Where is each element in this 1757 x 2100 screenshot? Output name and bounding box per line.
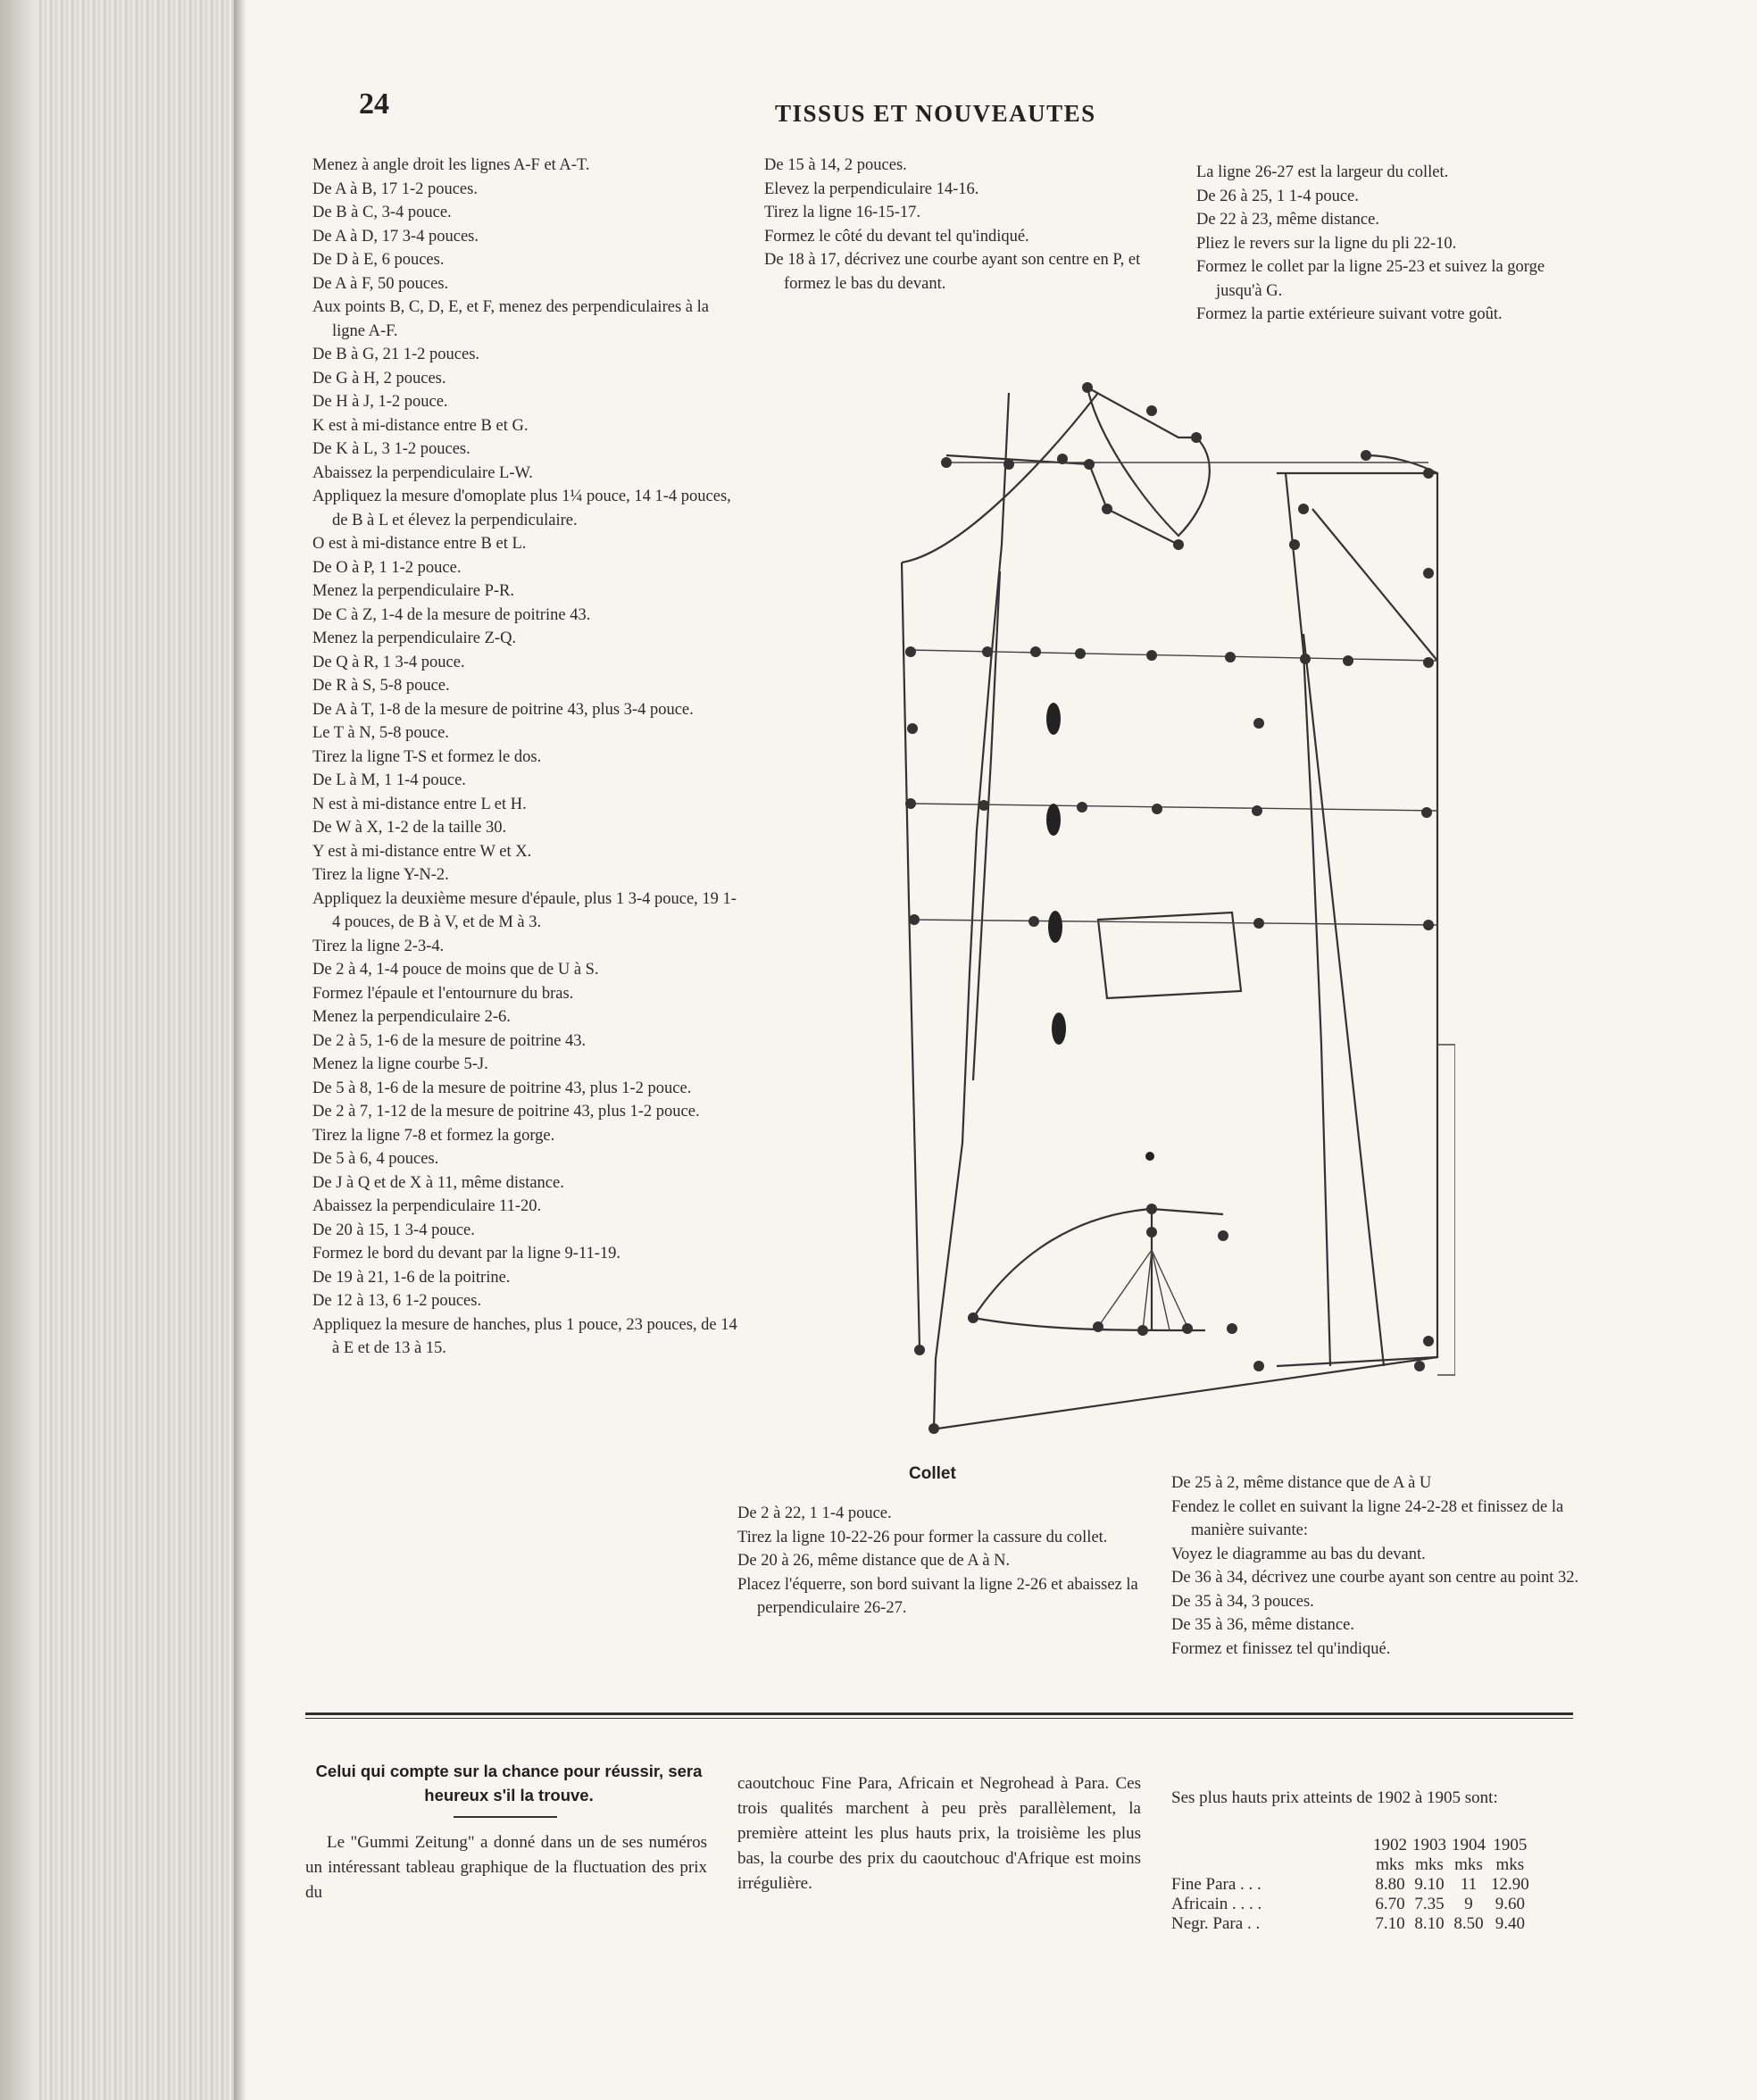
pattern-point: [1218, 1230, 1228, 1241]
instruction-line: De 35 à 34, 3 pouces.: [1171, 1592, 1314, 1611]
pattern-back-curve: [902, 562, 920, 1348]
pattern-point: [1289, 539, 1300, 550]
instruction-line: De 18 à 17, décrivez une courbe ayant son centre en P, et formez le bas du devant.: [764, 251, 1141, 293]
pattern-point: [1102, 504, 1112, 514]
pattern-point: [1253, 1361, 1264, 1371]
instruction-line: Fendez le collet en suivant la ligne 24-2-28 et finissez de la manière suivante:: [1171, 1497, 1564, 1539]
table-header-years: [1171, 1836, 1529, 1855]
pattern-front-curve: [902, 393, 1098, 562]
pattern-point: [1152, 804, 1162, 814]
table-corner: [1171, 1855, 1368, 1875]
pattern-point: [1146, 1204, 1157, 1214]
pattern-point: [1423, 920, 1434, 930]
pattern-point: [1361, 450, 1371, 461]
instruction-line: De L à M, 1 1-4 pouce.: [312, 771, 466, 789]
instruction-line: De 2 à 4, 1-4 pouce de moins que de U à S.: [312, 961, 599, 979]
buttonhole: [1052, 1012, 1066, 1045]
table-cell: 11: [1460, 1875, 1478, 1894]
instruction-line: De A à F, 50 pouces.: [312, 274, 449, 293]
instruction-line: Tirez la ligne T-S et formez le dos.: [312, 747, 542, 766]
pattern-point: [1030, 646, 1041, 657]
collar-outer-curve: [973, 1209, 1223, 1318]
pattern-point: [1173, 539, 1184, 550]
instruction-line: De H à J, 1-2 pouce.: [312, 393, 448, 411]
instruction-line: De O à P, 1 1-2 pouce.: [312, 558, 462, 577]
instruction-line: De Q à R, 1 3-4 pouce.: [312, 653, 465, 671]
pattern-line-hip: [911, 920, 1437, 925]
instruction-line: Formez le collet par la ligne 25-23 et suivez la gorge jusqu'à G.: [1196, 258, 1545, 300]
table-cell: 8.50: [1453, 1914, 1484, 1933]
collar-inner-curve: [973, 1318, 1205, 1330]
instruction-line: De 26 à 25, 1 1-4 pouce.: [1196, 187, 1359, 205]
pattern-point: [1414, 1361, 1425, 1371]
pattern-point: [1057, 454, 1068, 464]
instruction-line: K est à mi-distance entre B et G.: [312, 416, 529, 435]
running-head: TISSUS ET NOUVEAUTES: [775, 100, 1096, 127]
instruction-line: Tirez la ligne Y-N-2.: [312, 866, 449, 884]
table-cell: 9: [1464, 1895, 1473, 1913]
year-header: 1903: [1412, 1836, 1446, 1854]
table-cell: 6.70: [1375, 1895, 1405, 1913]
pattern-point: [1298, 504, 1309, 514]
instruction-line: Tirez la ligne 2-3-4.: [312, 937, 445, 955]
instruction-line: Elevez la perpendiculaire 14-16.: [764, 179, 979, 198]
section-divider-top: [305, 1712, 1573, 1715]
instruction-line: De 25 à 2, même distance que de A à U: [1171, 1474, 1432, 1492]
pattern-point: [1423, 468, 1434, 479]
instruction-line: Voyez le diagramme au bas du devant.: [1171, 1545, 1426, 1563]
pattern-point: [1028, 916, 1039, 927]
unit-header: mks: [1415, 1855, 1444, 1874]
instruction-line: Le T à N, 5-8 pouce.: [312, 724, 449, 742]
pattern-point: [1191, 432, 1202, 443]
pattern-point: [1075, 648, 1086, 659]
instruction-line: Tirez la ligne 16-15-17.: [764, 204, 921, 221]
pattern-point: [1146, 650, 1157, 661]
instruction-line: Formez le côté du devant tel qu'indiqué.: [764, 227, 1029, 246]
pattern-point: [1252, 805, 1262, 816]
instruction-line: De 15 à 14, 2 pouces.: [764, 156, 907, 174]
buttonhole: [1046, 703, 1061, 735]
pattern-back-neck: [1087, 388, 1196, 438]
page-number: 24: [359, 88, 389, 121]
instruction-line: O est à mi-distance entre B et L.: [312, 535, 527, 553]
collar-notch: [1143, 1250, 1170, 1330]
pattern-point: [982, 646, 993, 657]
year-header: 1904: [1452, 1836, 1486, 1854]
instruction-line: De C à Z, 1-4 de la mesure de poitrine 43.: [312, 605, 591, 624]
pattern-pocket: [1098, 912, 1241, 998]
pattern-point: [1082, 382, 1093, 393]
pattern-point: [1137, 1325, 1148, 1336]
instruction-line: De B à G, 21 1-2 pouces.: [312, 346, 480, 363]
instruction-line: Formez l'épaule et l'entournure du bras.: [312, 984, 574, 1003]
table-row: [1171, 1895, 1529, 1914]
unit-header: mks: [1495, 1855, 1525, 1874]
headline-separator: [454, 1816, 557, 1818]
pattern-point: [1300, 654, 1311, 664]
instruction-line: Formez et finissez tel qu'indiqué.: [1171, 1639, 1391, 1658]
pattern-point: [1343, 655, 1353, 666]
instruction-line: De A à B, 17 1-2 pouces.: [312, 179, 478, 198]
instruction-line: Tirez la ligne 7-8 et formez la gorge.: [312, 1126, 555, 1145]
pattern-point: [1227, 1323, 1237, 1334]
pattern-point: [1421, 807, 1432, 818]
instruction-line: Formez la partie extérieure suivant votre goût.: [1196, 305, 1503, 323]
table-row: [1171, 1914, 1529, 1934]
pattern-point: [968, 1312, 978, 1323]
table-cell: 12.90: [1491, 1875, 1529, 1894]
pattern-point: [905, 646, 916, 657]
instruction-line: De A à D, 17 3-4 pouces.: [312, 227, 479, 246]
article-paragraph-1: Le "Gummi Zeitung" a donné dans un de ses numéros un intéressant tableau graphique de la fluctuation des prix du: [305, 1833, 707, 1902]
collar-heading: Collet: [909, 1464, 956, 1483]
binding-shadow: [0, 0, 36, 2100]
year-header: 1902: [1373, 1836, 1407, 1854]
pattern-point: [1423, 657, 1434, 668]
pattern-lapel-line: [1312, 509, 1437, 661]
unit-header: mks: [1376, 1855, 1404, 1874]
instruction-line: Pliez le revers sur la ligne du pli 22-10.: [1196, 234, 1457, 253]
table-header-units: [1171, 1855, 1529, 1875]
pattern-point: [914, 1345, 925, 1355]
instruction-line: De 2 à 7, 1-12 de la mesure de poitrine 43, plus 1-2 pouce.: [312, 1103, 700, 1121]
instruction-line: De 36 à 34, décrivez une courbe ayant son centre au point 32.: [1171, 1569, 1579, 1587]
instruction-line: Y est à mi-distance entre W et X.: [312, 842, 532, 861]
rubber-price-table: [1171, 1836, 1529, 1934]
instruction-line: De 2 à 22, 1 1-4 pouce.: [737, 1504, 892, 1522]
row-name: Africain . . . .: [1171, 1895, 1262, 1913]
table-cell: 8.80: [1375, 1875, 1405, 1894]
instructions-column-2: [764, 154, 1166, 296]
pattern-point: [1003, 459, 1014, 470]
instruction-line: De 2 à 5, 1-6 de la mesure de poitrine 43.: [312, 1031, 587, 1050]
garment-pattern-diagram: [884, 366, 1455, 1438]
pattern-point: [941, 457, 952, 468]
instruction-line: De G à H, 2 pouces.: [312, 369, 446, 388]
pattern-point: [1225, 652, 1236, 662]
collar-instructions-right: [1171, 1471, 1582, 1661]
table-cell: 9.40: [1495, 1914, 1525, 1933]
instruction-line: De 5 à 6, 4 pouces.: [312, 1150, 439, 1168]
pattern-point: [1077, 802, 1087, 812]
instruction-line: De K à L, 3 1-2 pouces.: [312, 440, 470, 458]
instruction-line: Formez le bord du devant par la ligne 9-11-19.: [312, 1245, 621, 1262]
instruction-line: De 5 à 8, 1-6 de la mesure de poitrine 43, plus 1-2 pouce.: [312, 1079, 692, 1097]
page-edges: [0, 0, 241, 2100]
pattern-shoulder-line: [946, 455, 1178, 545]
section-divider-bottom: [305, 1718, 1573, 1719]
pattern-point: [1146, 1227, 1157, 1238]
table-cell: 7.35: [1414, 1895, 1445, 1913]
instruction-line: De A à T, 1-8 de la mesure de poitrine 43, plus 3-4 pouce.: [312, 700, 694, 719]
instruction-line: De 20 à 15, 1 3-4 pouce.: [312, 1221, 475, 1239]
buttonhole: [1046, 804, 1061, 836]
instruction-line: Menez la perpendiculaire P-R.: [312, 582, 515, 600]
article-paragraph-2: caoutchouc Fine Para, Africain et Negrohead à Para. Ces trois qualités marchent à peu près parallèlement, la première atteint les plus hauts prix, la troisième les plus bas, la courbe des prix du caoutchouc d'Afrique est moins irrégulière.: [737, 1774, 1141, 1893]
pattern-point: [1084, 459, 1095, 470]
row-name: Negr. Para . .: [1171, 1914, 1261, 1933]
buttonhole: [1048, 911, 1062, 943]
pattern-hem-line: [937, 1357, 1437, 1429]
instruction-line: Tirez la ligne 10-22-26 pour former la cassure du collet.: [737, 1528, 1108, 1546]
instructions-column-3: [1196, 161, 1589, 327]
pattern-point: [1093, 1321, 1103, 1332]
instruction-line: Placez l'équerre, son bord suivant la ligne 2-26 et abaissez la perpendiculaire 26-27.: [737, 1575, 1138, 1617]
pattern-point: [928, 1423, 939, 1434]
gutter-shadow: [234, 0, 246, 2100]
collar-split-right: [1152, 1250, 1187, 1327]
collar-split-left: [1098, 1250, 1152, 1327]
instruction-line: De 35 à 36, même distance.: [1171, 1616, 1354, 1634]
pattern-point: [978, 800, 989, 811]
pattern-outline-back: [934, 393, 1009, 1429]
pattern-point: [1253, 718, 1264, 729]
article-paragraph-3: Ses plus hauts prix atteints de 1902 à 1905 sont:: [1171, 1788, 1498, 1807]
table-cell: 9.10: [1414, 1875, 1445, 1894]
instruction-line: De B à C, 3-4 pouce.: [312, 204, 452, 221]
instruction-line: Abaissez la perpendiculaire L-W.: [312, 463, 533, 482]
table-corner: [1171, 1836, 1368, 1855]
pattern-point: [1182, 1323, 1193, 1334]
pattern-point: [1253, 918, 1264, 929]
instruction-line: De 20 à 26, même distance que de A à N.: [737, 1552, 1011, 1570]
instruction-line: Menez la ligne courbe 5-J.: [312, 1055, 488, 1073]
table-cell: 8.10: [1414, 1914, 1445, 1933]
unit-header: mks: [1454, 1855, 1483, 1874]
pattern-front-edge: [1286, 473, 1330, 1366]
instruction-line: Menez à angle droit les lignes A-F et A-T.: [312, 156, 590, 174]
pattern-line-waist: [911, 804, 1437, 811]
pattern-lapel-fold: [1303, 634, 1384, 1366]
buttonhole: [1145, 1152, 1154, 1161]
year-header: 1905: [1493, 1836, 1528, 1854]
instruction-line: Aux points B, C, D, E, et F, menez des perpendiculaires à la ligne A-F.: [312, 298, 709, 340]
row-name: Fine Para . . .: [1171, 1875, 1262, 1894]
table-cell: 7.10: [1375, 1914, 1405, 1933]
pattern-front-panel: [1277, 473, 1437, 1366]
collar-instructions-left: [737, 1502, 1143, 1621]
instruction-line: Menez la perpendiculaire Z-Q.: [312, 629, 517, 647]
pattern-point: [1423, 568, 1434, 579]
pattern-point: [907, 723, 918, 734]
instruction-line: De 19 à 21, 1-6 de la poitrine.: [312, 1268, 511, 1287]
instruction-line: Appliquez la deuxième mesure d'épaule, plus 1 3-4 pouce, 19 1-4 pouces, de B à V, et de M à 3.: [312, 889, 737, 931]
instruction-line: De 22 à 23, même distance.: [1196, 211, 1379, 229]
instruction-line: De D à E, 6 pouces.: [312, 251, 445, 269]
instruction-line: De J à Q et de X à 11, même distance.: [312, 1173, 564, 1192]
instruction-line: La ligne 26-27 est la largeur du collet.: [1196, 163, 1449, 181]
instruction-line: Appliquez la mesure de hanches, plus 1 pouce, 23 pouces, de 14 à E et de 13 à 15.: [312, 1315, 737, 1357]
table-row: [1171, 1875, 1529, 1895]
instruction-line: De R à S, 5-8 pouce.: [312, 677, 450, 695]
instruction-line: Menez la perpendiculaire 2-6.: [312, 1008, 511, 1026]
pattern-extension: [1437, 1045, 1455, 1375]
instructions-column-1: [312, 154, 741, 1361]
pattern-point: [909, 914, 920, 925]
pattern-point: [905, 798, 916, 809]
pattern-point: [1146, 405, 1157, 416]
instruction-line: De 12 à 13, 6 1-2 pouces.: [312, 1292, 482, 1310]
instruction-line: De W à X, 1-2 de la taille 30.: [312, 819, 507, 837]
instruction-line: Abaissez la perpendiculaire 11-20.: [312, 1197, 542, 1215]
instruction-line: N est à mi-distance entre L et H.: [312, 795, 527, 813]
article-headline: Celui qui compte sur la chance pour réussir, sera heureux s'il la trouve.: [315, 1762, 703, 1804]
instruction-line: Appliquez la mesure d'omoplate plus 1¼ pouce, 14 1-4 pouces, de B à L et élevez la perpendiculaire.: [312, 488, 731, 529]
pattern-point: [1423, 1336, 1434, 1346]
table-cell: 9.60: [1495, 1895, 1525, 1913]
